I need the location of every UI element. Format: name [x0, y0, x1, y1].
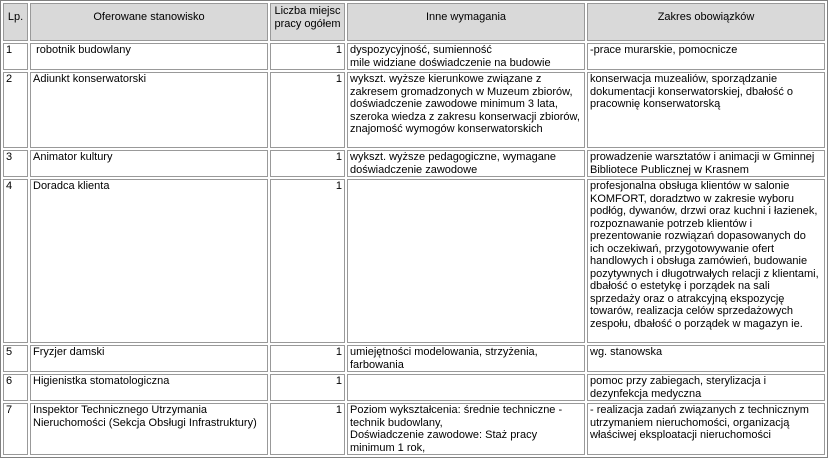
column-header-requirements: Inne wymagania [347, 3, 585, 41]
cell-position: Higienistka stomatologiczna [30, 374, 268, 401]
cell-duties: profesjonalna obsługa klientów w salonie KOMFORT, doradztwo w zakresie wyboru podłóg, dywanów, drzwi oraz kuchni i łazienek, rozpoznawanie potrzeb klientów i prezentowanie rozwiązań dopasowanych do ich oczekiwań, przygotowywanie ofert handlowych i obsługa zamówień, budowanie pozytywnych i długotrwałych relacji z klientami, dbałość o estetykę i porządek na sali sprzedaży oraz o atrakcyjną ekspozycję towarów, realizacja celów sprzedażowych zespołu, dbałość o porządek w magazyn ie. [587, 179, 825, 343]
cell-lp: 3 [3, 150, 28, 177]
cell-duties: konserwacja muzealiów, sporządzanie dokumentacji konserwatorskiej, dbałość o pracownię konserwatorską [587, 72, 825, 148]
cell-count: 1 [270, 179, 345, 343]
cell-position: Doradca klienta [30, 179, 268, 343]
table-row [3, 43, 825, 70]
cell-lp: 2 [3, 72, 28, 148]
cell-position: Inspektor Technicznego Utrzymania Nieruchomości (Sekcja Obsługi Infrastruktury) [30, 403, 268, 455]
cell-requirements: Poziom wykształcenia: średnie techniczne - technik budowlany, Doświadczenie zawodowe: Staż pracy minimum 1 rok, [347, 403, 585, 455]
cell-lp: 7 [3, 403, 28, 455]
table-row [3, 179, 825, 343]
cell-requirements [347, 179, 585, 343]
column-header-lp: Lp. [3, 3, 28, 41]
cell-position: Fryzjer damski [30, 345, 268, 372]
cell-duties: - realizacja zadań związanych z technicznym utrzymaniem nieruchomości, organizacją właściwej eksploatacji nieruchomości [587, 403, 825, 455]
table-row [3, 374, 825, 401]
cell-count: 1 [270, 72, 345, 148]
cell-lp: 5 [3, 345, 28, 372]
column-header-count: Liczba miejsc pracy ogółem [270, 3, 345, 41]
column-header-duties: Zakres obowiązków [587, 3, 825, 41]
cell-requirements: umiejętności modelowania, strzyżenia, farbowania [347, 345, 585, 372]
cell-requirements: wykszt. wyższe kierunkowe związane z zakresem gromadzonych w Muzeum zbiorów, doświadczenie zawodowe minimum 3 lata, szeroka wiedza z zakresu konserwacji zbiorów, znajomość wymogów konserwatorskich [347, 72, 585, 148]
column-header-position: Oferowane stanowisko [30, 3, 268, 41]
cell-requirements: wykszt. wyższe pedagogiczne, wymagane doświadczenie zawodowe [347, 150, 585, 177]
table-row [3, 72, 825, 148]
table-header-row [3, 3, 825, 41]
cell-lp: 1 [3, 43, 28, 70]
table-row [3, 150, 825, 177]
cell-duties: -prace murarskie, pomocnicze [587, 43, 825, 70]
cell-count: 1 [270, 374, 345, 401]
cell-count: 1 [270, 43, 345, 70]
cell-count: 1 [270, 150, 345, 177]
cell-requirements [347, 374, 585, 401]
cell-position: Animator kultury [30, 150, 268, 177]
cell-position: Adiunkt konserwatorski [30, 72, 268, 148]
cell-position: robotnik budowlany [30, 43, 268, 70]
table-row [3, 345, 825, 372]
cell-duties: prowadzenie warsztatów i animacji w Gminnej Bibliotece Publicznej w Krasnem [587, 150, 825, 177]
cell-duties: pomoc przy zabiegach, sterylizacja i dezynfekcja medyczna [587, 374, 825, 401]
cell-count: 1 [270, 345, 345, 372]
cell-lp: 4 [3, 179, 28, 343]
cell-lp: 6 [3, 374, 28, 401]
cell-duties: wg. stanowska [587, 345, 825, 372]
cell-count: 1 [270, 403, 345, 455]
table-row [3, 403, 825, 455]
cell-requirements: dyspozycyjność, sumienność mile widziane doświadczenie na budowie [347, 43, 585, 70]
